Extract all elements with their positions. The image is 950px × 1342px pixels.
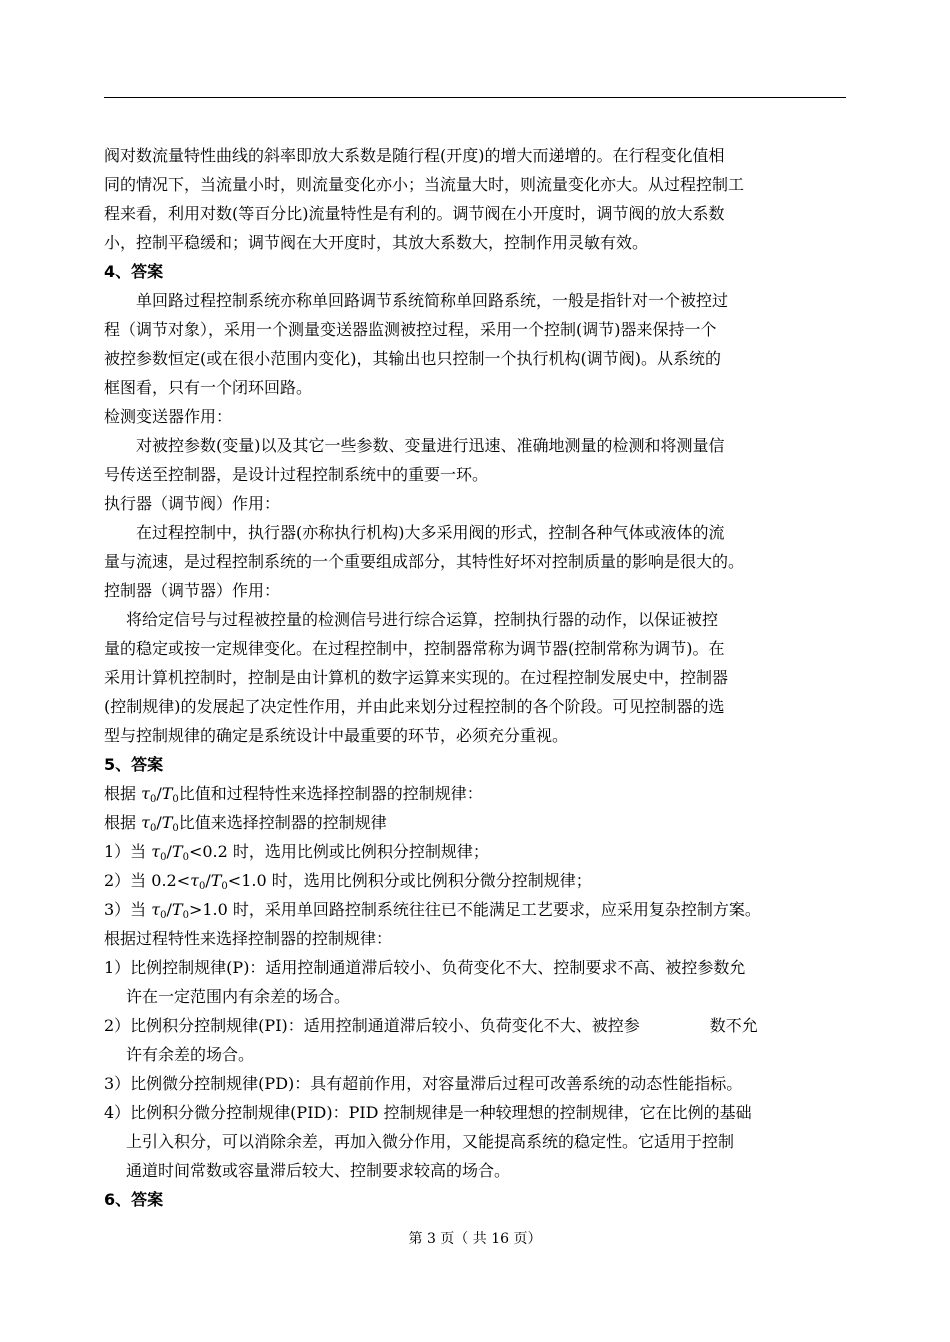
process-title: 根据过程特性来选择控制器的控制规律： — [104, 929, 393, 948]
text-line: 型与控制规律的确定是系统设计中最重要的环节，必须充分重视。 — [104, 726, 569, 745]
answer-4-heading: 4、答案 — [104, 262, 164, 281]
text-line: 单回路过程控制系统亦称单回路调节系统简称单回路系统，一般是指针对一个被控过 — [136, 291, 729, 310]
rule-pd-line: 3）比例微分控制规律(PD)：具有超前作用，对容量滞后过程可改善系统的动态性能指标。 — [104, 1074, 743, 1093]
page-footer: 第 3 页（ 共 16 页） — [408, 1231, 542, 1247]
text-line: 号传送至控制器，是设计过程控制系统中的重要一环。 — [104, 465, 489, 484]
rule-pid-line: 通道时间常数或容量滞后较大、控制要求较高的场合。 — [126, 1161, 511, 1180]
text-line: 程来看，利用对数(等百分比)流量特性是有利的。调节阀在小开度时，调节阀的放大系数 — [104, 204, 725, 223]
text-line: 同的情况下，当流量小时，则流量变化亦小；当流量大时，则流量变化亦大。从过程控制工 — [104, 175, 745, 194]
controller-title: 控制器（调节器）作用： — [104, 581, 281, 600]
answer-6-heading: 6、答案 — [104, 1190, 164, 1209]
ratio-item-1: 1）当 $\tau_0/T_0<0.2$ 时，选用比例或比例积分控制规律； — [104, 842, 489, 863]
text-line: 小，控制平稳缓和；调节阀在大开度时，其放大系数大，控制作用灵敏有效。 — [104, 233, 649, 252]
text-line: 阀对数流量特性曲线的斜率即放大系数是随行程(开度)的增大而递增的。在行程变化值相 — [104, 146, 725, 165]
text-line: 程（调节对象），采用一个测量变送器监测被控过程，采用一个控制(调节)器来保持一个 — [104, 320, 717, 339]
text-line: 对被控参数(变量)以及其它一些参数、变量进行迅速、准确地测量的检测和将测量信 — [136, 436, 725, 455]
actuator-title: 执行器（调节阀）作用： — [104, 494, 281, 513]
answer-5-heading: 5、答案 — [104, 755, 164, 774]
ratio-line-2: 根据 $\tau_0/T_0$比值来选择控制器的控制规律 — [104, 813, 387, 834]
rule-pid-line: 4）比例积分微分控制规律(PID)：PID 控制规律是一种较理想的控制规律，它在比例的基础 — [104, 1103, 752, 1122]
text-line: 量的稳定或按一定规律变化。在过程控制中，控制器常称为调节器(控制常称为调节)。在 — [104, 639, 725, 658]
ratio-item-3: 3）当 $\tau_0/T_0>1.0$ 时，采用单回路控制系统往往已不能满足工艺要求，应采用复杂控制方案。 — [104, 900, 761, 921]
rule-p-line: 许在一定范围内有余差的场合。 — [126, 987, 351, 1006]
text-line: 将给定信号与过程被控量的检测信号进行综合运算，控制执行器的动作，以保证被控 — [126, 610, 719, 629]
text-line: 被控参数恒定(或在很小范围内变化)，其输出也只控制一个执行机构(调节阀)。从系统的 — [104, 349, 721, 368]
text-line: 框图看，只有一个闭环回路。 — [104, 378, 313, 397]
text-line: 量与流速，是过程控制系统的一个重要组成部分，其特性好坏对控制质量的影响是很大的。 — [104, 552, 745, 571]
text-line: 在过程控制中，执行器(亦称执行机构)大多采用阀的形式，控制各种气体或液体的流 — [136, 523, 725, 542]
ratio-item-2: 2）当 $0.2<\tau_0/T_0<1.0$ 时，选用比例积分或比例积分微分控制规律； — [104, 871, 592, 892]
header-rule — [104, 97, 846, 98]
rule-pi-line: 2）比例积分控制规律(PI)：适用控制通道滞后较小、负荷变化不大、被控参 数不允 — [104, 1016, 758, 1035]
page-body — [104, 141, 846, 1214]
rule-pid-line: 上引入积分，可以消除余差，再加入微分作用，又能提高系统的稳定性。它适用于控制 — [126, 1132, 735, 1151]
text-line: (控制规律)的发展起了决定性作用，并由此来划分过程控制的各个阶段。可见控制器的选 — [104, 697, 725, 716]
rule-pi-line: 许有余差的场合。 — [126, 1045, 255, 1064]
ratio-line-1: 根据 $\tau_0/T_0$比值和过程特性来选择控制器的控制规律： — [104, 784, 483, 805]
sensor-title: 检测变送器作用： — [104, 407, 233, 426]
text-line: 采用计算机控制时，控制是由计算机的数字运算来实现的。在过程控制发展史中，控制器 — [104, 668, 729, 687]
rule-p-line: 1）比例控制规律(P)：适用控制通道滞后较小、负荷变化不大、控制要求不高、被控参数允 — [104, 958, 746, 977]
